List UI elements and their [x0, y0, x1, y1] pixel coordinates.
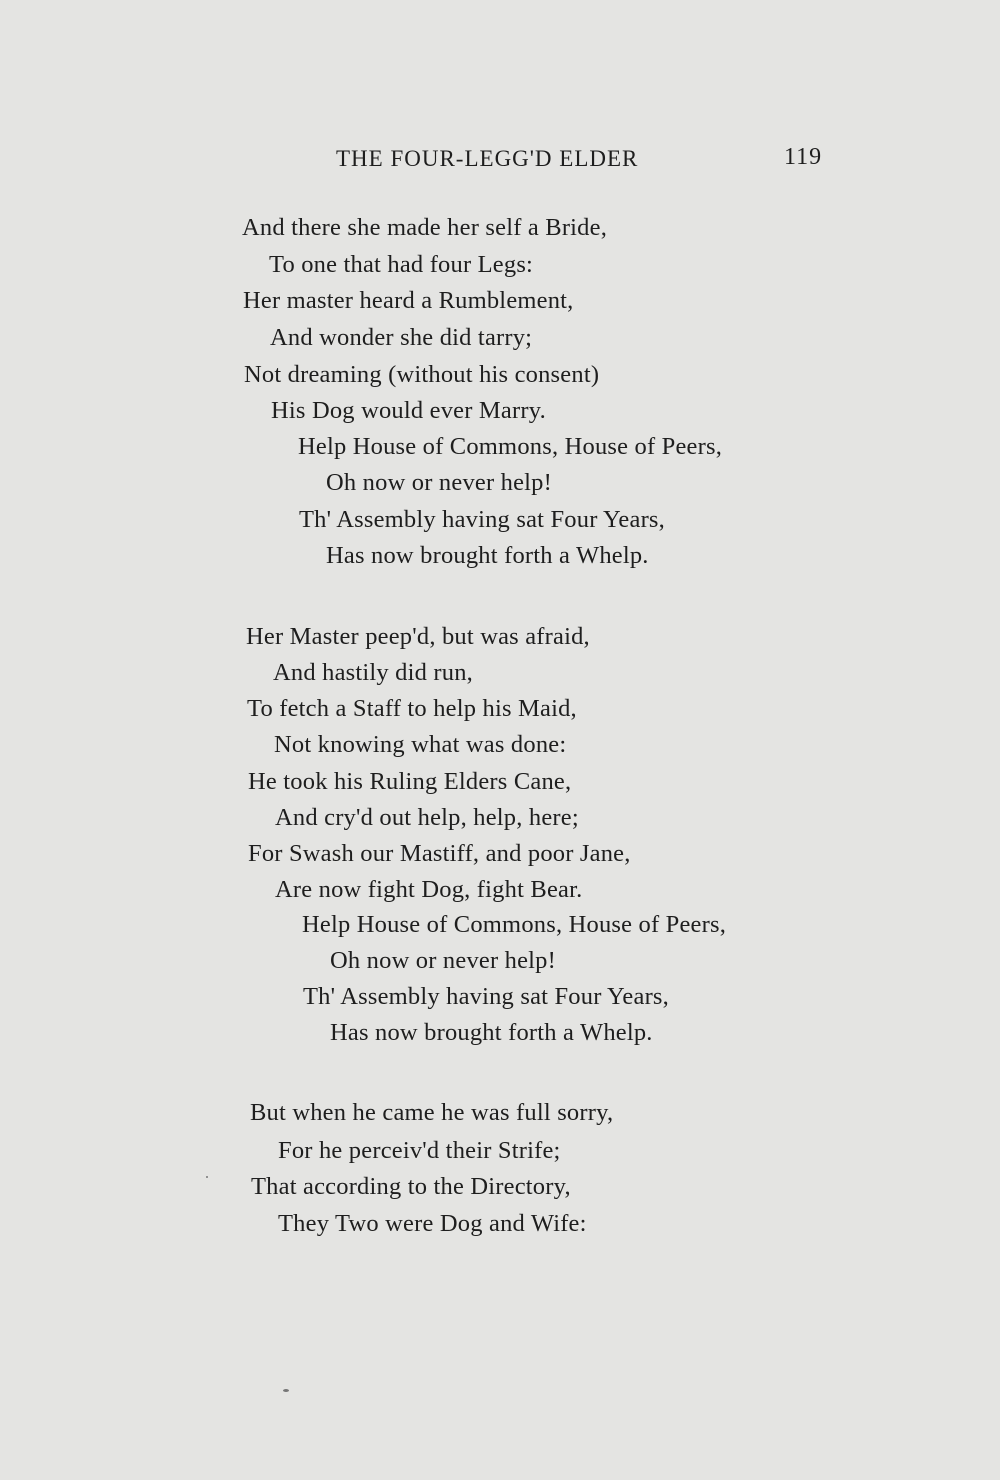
chorus-line: Has now brought forth a Whelp. [326, 542, 649, 569]
chorus-line: Help House of Commons, House of Peers, [302, 911, 727, 938]
running-title: THE FOUR-LEGG'D ELDER [336, 146, 639, 171]
verse-line: And hastily did run, [273, 659, 473, 686]
verse-line: But when he came he was full sorry, [250, 1099, 614, 1126]
verse-line: Her Master peep'd, but was afraid, [246, 623, 590, 650]
verse-line: Her master heard a Rumblement, [243, 287, 574, 314]
verse-line: Are now fight Dog, fight Bear. [275, 876, 583, 903]
verse-line: Not dreaming (without his consent) [244, 361, 600, 388]
chorus-line: Oh now or never help! [326, 469, 552, 496]
verse-line: And there she made her self a Bride, [242, 214, 608, 241]
verse-line: To fetch a Staff to help his Maid, [247, 695, 577, 722]
verse-line: They Two were Dog and Wife: [278, 1210, 587, 1237]
chorus-line: Oh now or never help! [330, 947, 556, 974]
verse-line: His Dog would ever Marry. [271, 397, 546, 424]
verse-line: To one that had four Legs: [269, 251, 534, 278]
verse-line: And wonder she did tarry; [270, 324, 533, 351]
verse-line: For Swash our Mastiff, and poor Jane, [248, 840, 631, 867]
paper-speck [206, 1176, 208, 1178]
verse-line: And cry'd out help, help, here; [275, 804, 579, 831]
verse-line: He took his Ruling Elders Cane, [248, 768, 572, 795]
chorus-line: Has now brought forth a Whelp. [330, 1019, 653, 1046]
verse-line: That according to the Directory, [251, 1173, 571, 1200]
page-number: 119 [784, 144, 823, 170]
chorus-line: Help House of Commons, House of Peers, [298, 433, 723, 460]
verse-line: For he perceiv'd their Strife; [278, 1137, 561, 1164]
chorus-line: Th' Assembly having sat Four Years, [303, 983, 669, 1010]
verse-line: Not knowing what was done: [274, 731, 567, 758]
paper-speck [283, 1389, 289, 1392]
chorus-line: Th' Assembly having sat Four Years, [299, 506, 665, 533]
